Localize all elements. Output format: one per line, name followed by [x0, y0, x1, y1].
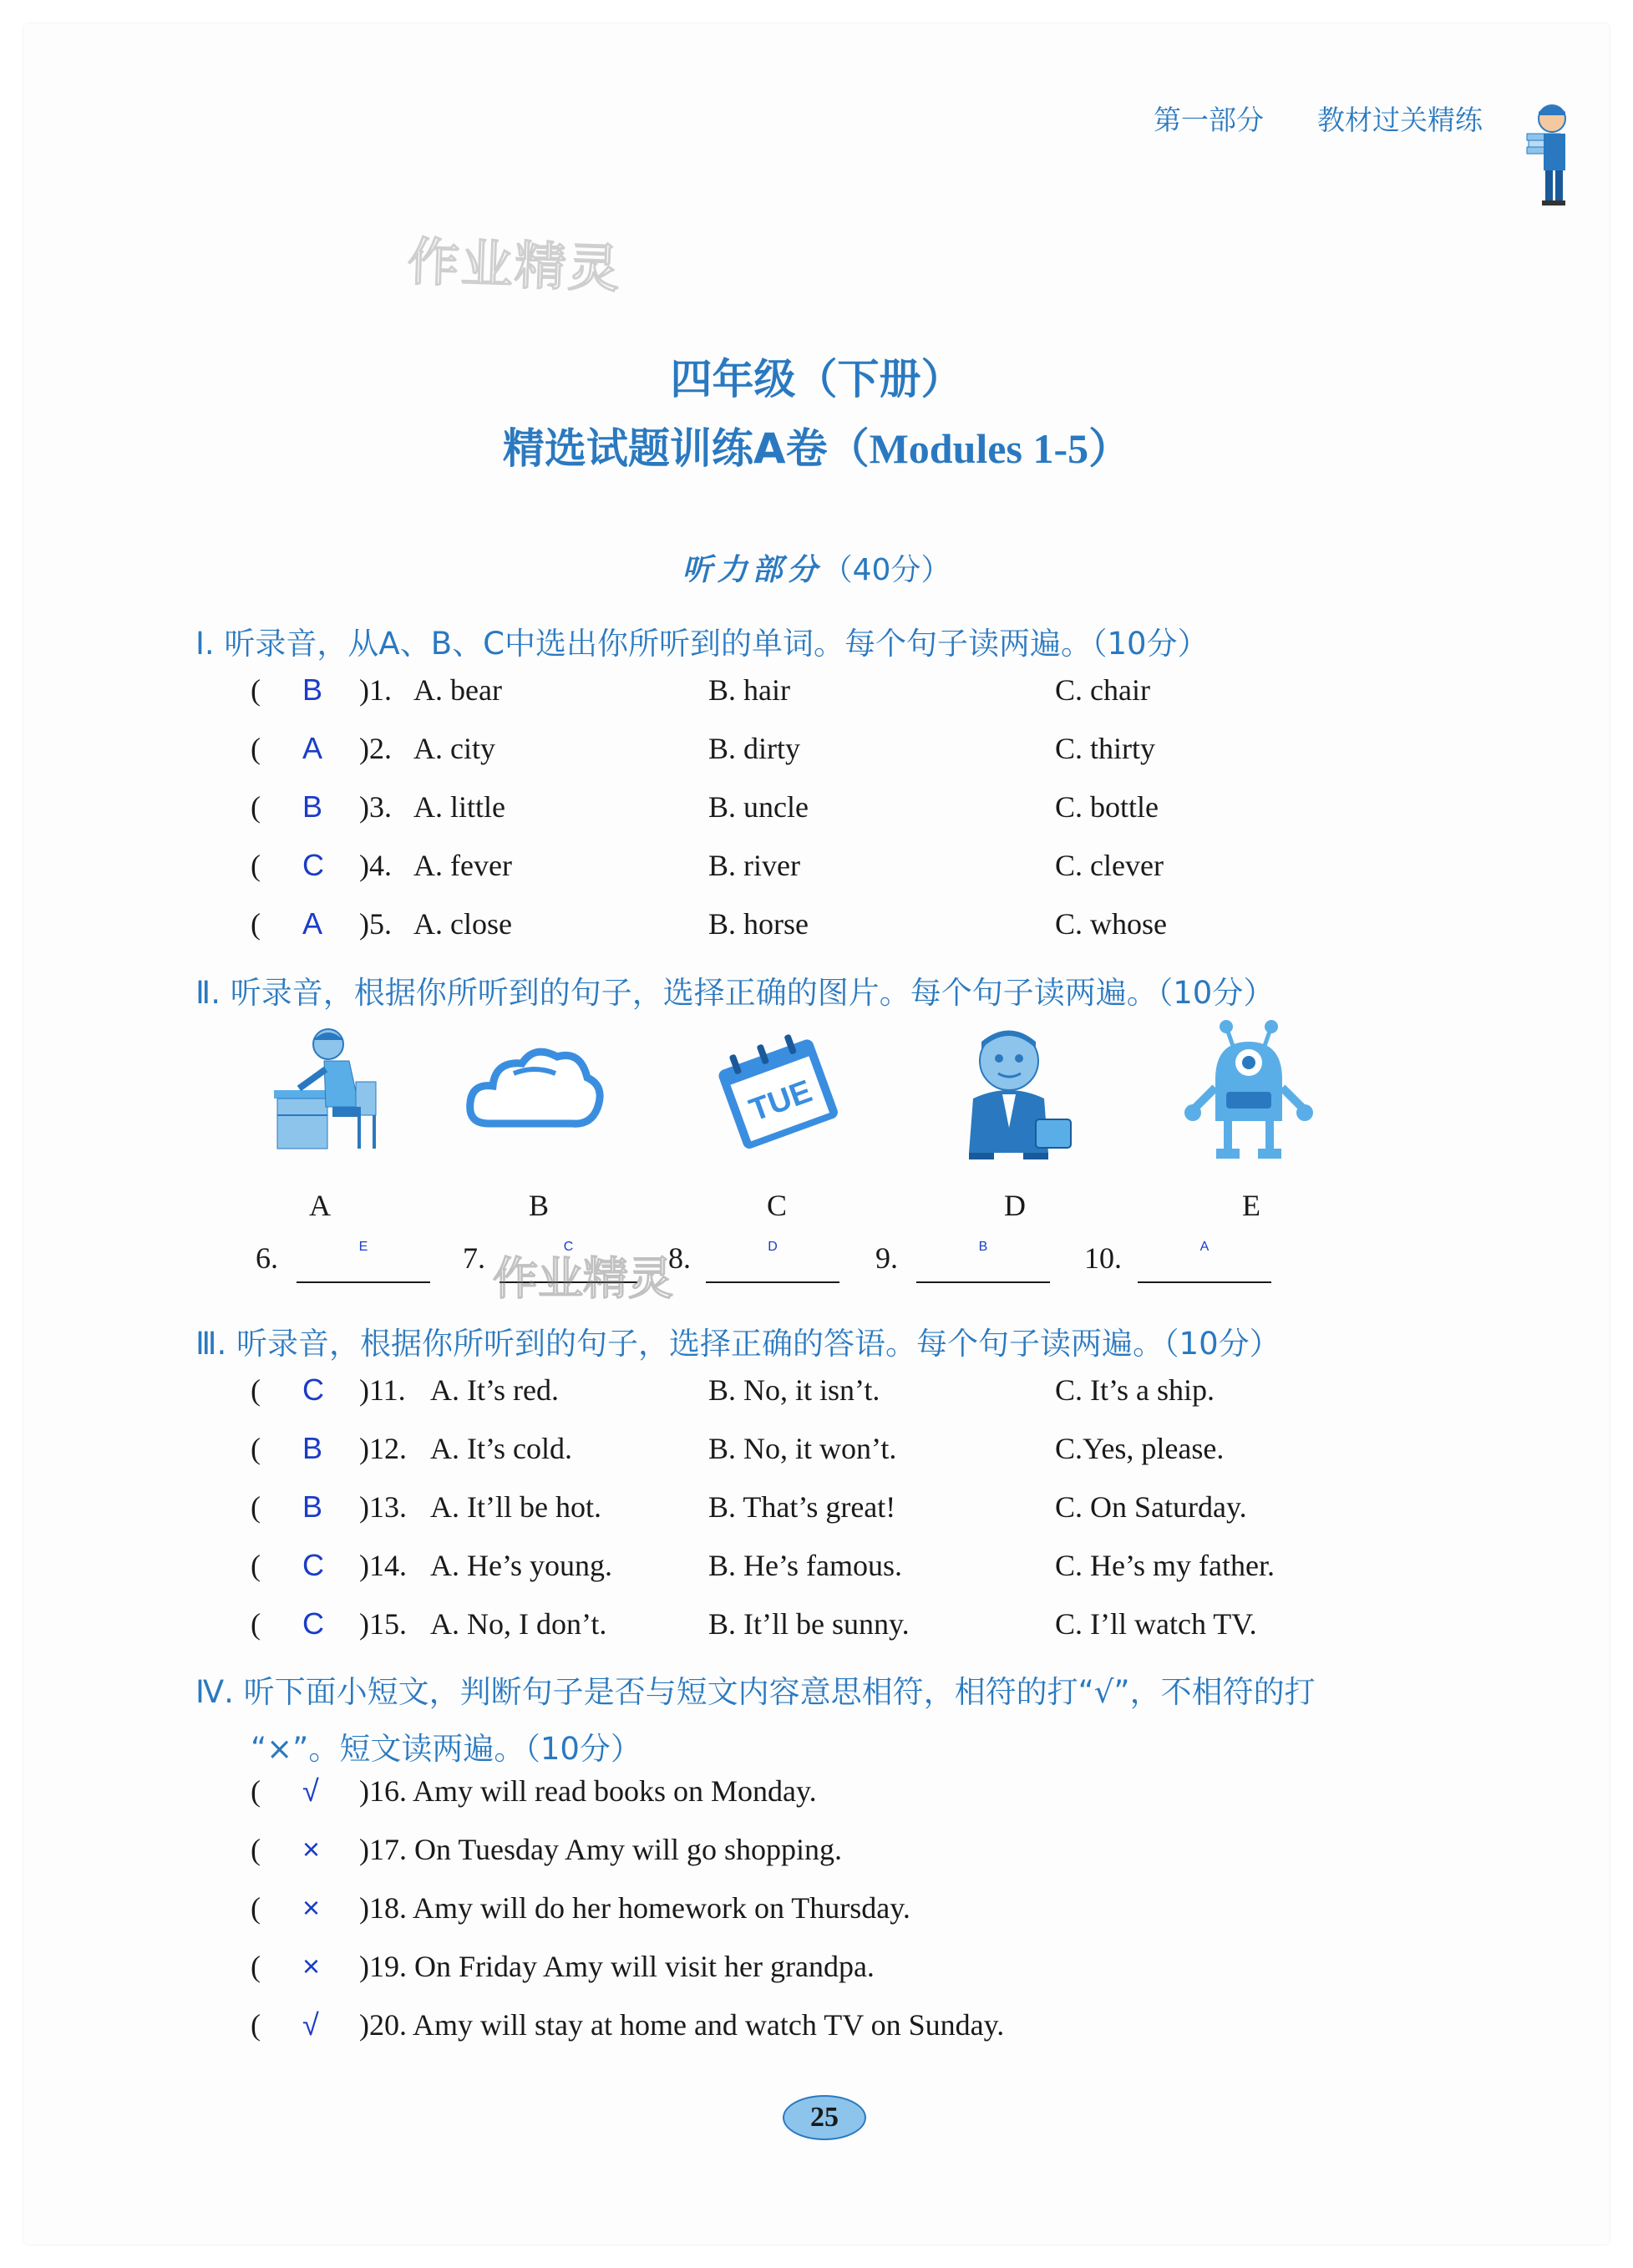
answer-mark: √: [302, 1773, 319, 1808]
picture-options: [0, 1023, 1633, 1182]
running-header: [1154, 99, 1558, 138]
robot-icon: [1178, 1017, 1320, 1167]
paper-title: 精选试题训练A卷（Modules 1-5）: [502, 424, 1131, 473]
answer-mark: B: [302, 672, 323, 707]
answer-mark: ×: [302, 1949, 321, 1983]
watermark: 作业精灵: [493, 1252, 673, 1305]
blank-number: 6.: [256, 1241, 278, 1275]
answer-blank: C: [500, 1243, 637, 1283]
header-book: 教材过关精练: [1317, 104, 1483, 136]
answer-blank: E: [297, 1243, 430, 1283]
answer-mark: C: [302, 1548, 324, 1582]
answer-mark: B: [302, 1431, 323, 1465]
answer-mark: A: [302, 906, 323, 941]
picture-label: B: [529, 1189, 550, 1222]
picture-label: A: [309, 1189, 331, 1222]
cloud-icon: [464, 1040, 606, 1140]
answer-blank: A: [1138, 1243, 1271, 1283]
part-heading: 听力部分（40分）: [682, 553, 951, 587]
section-2-title: Ⅱ. 听录音，根据你所听到的句子，选择正确的图片。每个句子读两遍。（10分）: [195, 975, 1275, 1011]
answer-mark: C: [302, 1606, 324, 1641]
student-at-desk-icon: [266, 1023, 391, 1157]
blank-number: 7.: [463, 1241, 485, 1275]
picture-label: D: [1004, 1189, 1026, 1222]
picture-label: C: [767, 1189, 788, 1222]
blank-number: 9.: [875, 1241, 898, 1275]
answer-mark: A: [302, 731, 323, 765]
calendar-icon: [710, 1023, 844, 1157]
blank-number: 8.: [668, 1241, 691, 1275]
section-4-title: Ⅳ. 听下面小短文，判断句子是否与短文内容意思相符，相符的打“√”，不相符的打: [195, 1674, 1316, 1710]
section-1-title: Ⅰ. 听录音，从A、B、C中选出你所听到的单词。每个句子读两遍。（10分）: [195, 626, 1209, 662]
svg-text:TUE: TUE: [744, 1073, 817, 1129]
header-part: 第一部分: [1154, 104, 1264, 136]
section-3-title: Ⅲ. 听录音，根据你所听到的句子，选择正确的答语。每个句子读两遍。（10分）: [195, 1326, 1281, 1362]
answer-mark: ×: [302, 1832, 321, 1866]
section-4-title-cont: “×”。短文读两遍。（10分）: [251, 1731, 642, 1767]
answer-mark: C: [302, 848, 324, 882]
grade-title: 四年级（下册）: [670, 355, 963, 403]
answer-mark: ×: [302, 1890, 321, 1925]
answer-mark: C: [302, 1372, 324, 1407]
watermark: 作业精灵: [406, 231, 623, 300]
picture-label: E: [1242, 1189, 1260, 1222]
answer-blank: D: [706, 1243, 839, 1283]
answer-mark: √: [302, 2007, 319, 2042]
student-with-books-icon: [1520, 100, 1579, 209]
answer-mark: B: [302, 1489, 323, 1524]
answer-mark: B: [302, 789, 323, 824]
businessman-icon: [952, 1023, 1078, 1165]
blank-number: 10.: [1084, 1241, 1122, 1275]
page-number: 25: [783, 2095, 866, 2140]
answer-blank: B: [916, 1243, 1050, 1283]
